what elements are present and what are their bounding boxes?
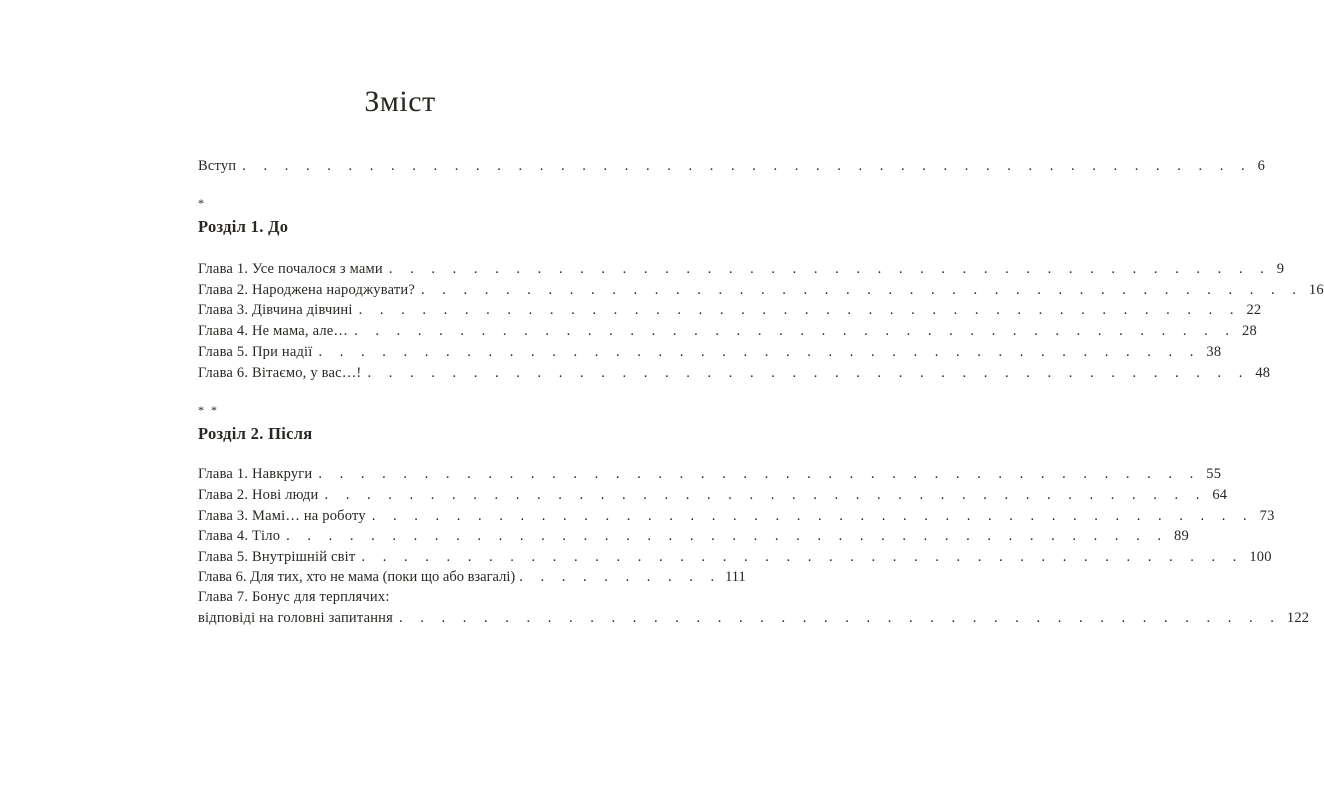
- dot-leader: . . . . . . . . . . . . . . . . . . . . . . . . . . . . . . . . . . . . . . . . . .: [367, 365, 1250, 381]
- part-marker: * *: [198, 403, 219, 417]
- toc-entry[interactable]: [198, 567, 746, 587]
- dot-leader: . . . . . . . . . . . . . . . . . . . . . . . . . . . . . . . . . . . . . . . . . .: [388, 261, 1271, 277]
- part-title: Розділ 2. Після: [198, 424, 313, 443]
- toc-entry[interactable]: [198, 321, 1257, 341]
- dot-leader: . . . . . . . . . . . . . . . . . . . . . . . . . . . . . . . . . . . . . . . . . .: [318, 344, 1201, 360]
- dot-leader: . . . . . . . . . . . . . . . . . . . . . . . . . . . . . . . . . . . . . . . . . .: [286, 528, 1169, 544]
- toc-entry-page: 73: [1259, 508, 1275, 524]
- toc-entry-page: 22: [1246, 302, 1262, 318]
- toc-entry-page: 28: [1242, 323, 1257, 339]
- dot-leader: . . . . . . . . . . . . . . . . . . . . . . . . . . . . . . . . . . . . . . . . . .: [354, 323, 1236, 339]
- toc-entry-label: відповіді на головні запитання: [198, 610, 394, 626]
- toc-entry-bonus[interactable]: [198, 608, 1310, 628]
- toc-entry-page: 38: [1206, 344, 1222, 360]
- toc-entry-page: 111: [725, 569, 746, 585]
- toc-entry-bonus-line1[interactable]: Глава 7. Бонус для терплячих:: [198, 589, 390, 605]
- part-marker: *: [198, 196, 206, 210]
- dot-leader: . . . . . . . . . .: [519, 569, 722, 585]
- toc-entry-page: 48: [1255, 365, 1271, 381]
- toc-entry[interactable]: [198, 342, 1222, 362]
- toc-entry-page: 6: [1257, 158, 1266, 174]
- toc-entry-page: 16: [1308, 282, 1324, 298]
- dot-leader: . . . . . . . . . . . . . . . . . . . . . . . . . . . . . . . . . . . . . . . . . .: [361, 549, 1244, 565]
- toc-entry[interactable]: [198, 547, 1272, 567]
- toc-entry[interactable]: [198, 363, 1271, 383]
- toc-entry-label: Вступ: [198, 158, 237, 174]
- toc-entry-label: Глава 4. Тіло: [198, 528, 281, 544]
- toc-entry-intro[interactable]: [198, 156, 1266, 176]
- toc-entry-page: 89: [1174, 528, 1189, 544]
- toc-entry[interactable]: [198, 259, 1285, 279]
- toc-entry[interactable]: [198, 280, 1324, 300]
- toc-entry-label: Глава 4. Не мама, але…: [198, 323, 349, 339]
- toc-entry-page: 122: [1286, 610, 1310, 626]
- toc-entry[interactable]: [198, 300, 1262, 320]
- toc-entry-label: Глава 6. Для тих, хто не мама (поки що або взагалі): [198, 569, 516, 585]
- toc-entry-label: Глава 1. Усе почалося з мами: [198, 261, 383, 277]
- dot-leader: . . . . . . . . . . . . . . . . . . . . . . . . . . . . . . . . . . . . . . . . . .: [324, 487, 1207, 503]
- dot-leader: . . . . . . . . . . . . . . . . . . . . . . . . . . . . . . . . . . . . . . . . . .: [358, 302, 1241, 318]
- dot-leader: . . . . . . . . . . . . . . . . . . . . . . . . . . . . . . . . . . . . . . . . . . . . . . . .: [242, 158, 1252, 174]
- toc-entry-page: 55: [1206, 466, 1222, 482]
- dot-leader: . . . . . . . . . . . . . . . . . . . . . . . . . . . . . . . . . . . . . . . . . .: [318, 466, 1201, 482]
- toc-entry-label: Глава 6. Вітаємо, у вас…!: [198, 365, 362, 381]
- toc-entry[interactable]: [198, 526, 1189, 546]
- toc-entry-label: Глава 3. Мамі… на роботу: [198, 508, 366, 524]
- dot-leader: . . . . . . . . . . . . . . . . . . . . . . . . . . . . . . . . . . . . . . . . . .: [371, 508, 1254, 524]
- toc-entry-label: Глава 1. Навкруги: [198, 466, 313, 482]
- toc-entry-label: Глава 2. Народжена народжувати?: [198, 282, 416, 298]
- toc-entry-page: 9: [1276, 261, 1285, 277]
- toc-entry[interactable]: [198, 485, 1228, 505]
- toc-entry[interactable]: [198, 464, 1222, 484]
- toc-entry-label: Глава 5. При надії: [198, 344, 313, 360]
- toc-entry-page: 100: [1249, 549, 1272, 565]
- toc-entry-label: Глава 2. Нові люди: [198, 487, 319, 503]
- toc-entry[interactable]: [198, 506, 1275, 526]
- dot-leader: . . . . . . . . . . . . . . . . . . . . . . . . . . . . . . . . . . . . . . . . . .: [421, 282, 1303, 298]
- toc-entry-page: 64: [1212, 487, 1228, 503]
- page-title: Зміст: [364, 85, 436, 118]
- dot-leader: . . . . . . . . . . . . . . . . . . . . . . . . . . . . . . . . . . . . . . . . . .: [399, 610, 1281, 626]
- toc-entry-label: Глава 3. Дівчина дівчині: [198, 302, 353, 318]
- part-title: Розділ 1. До: [198, 217, 289, 236]
- toc-entry-label: Глава 5. Внутрішній світ: [198, 549, 356, 565]
